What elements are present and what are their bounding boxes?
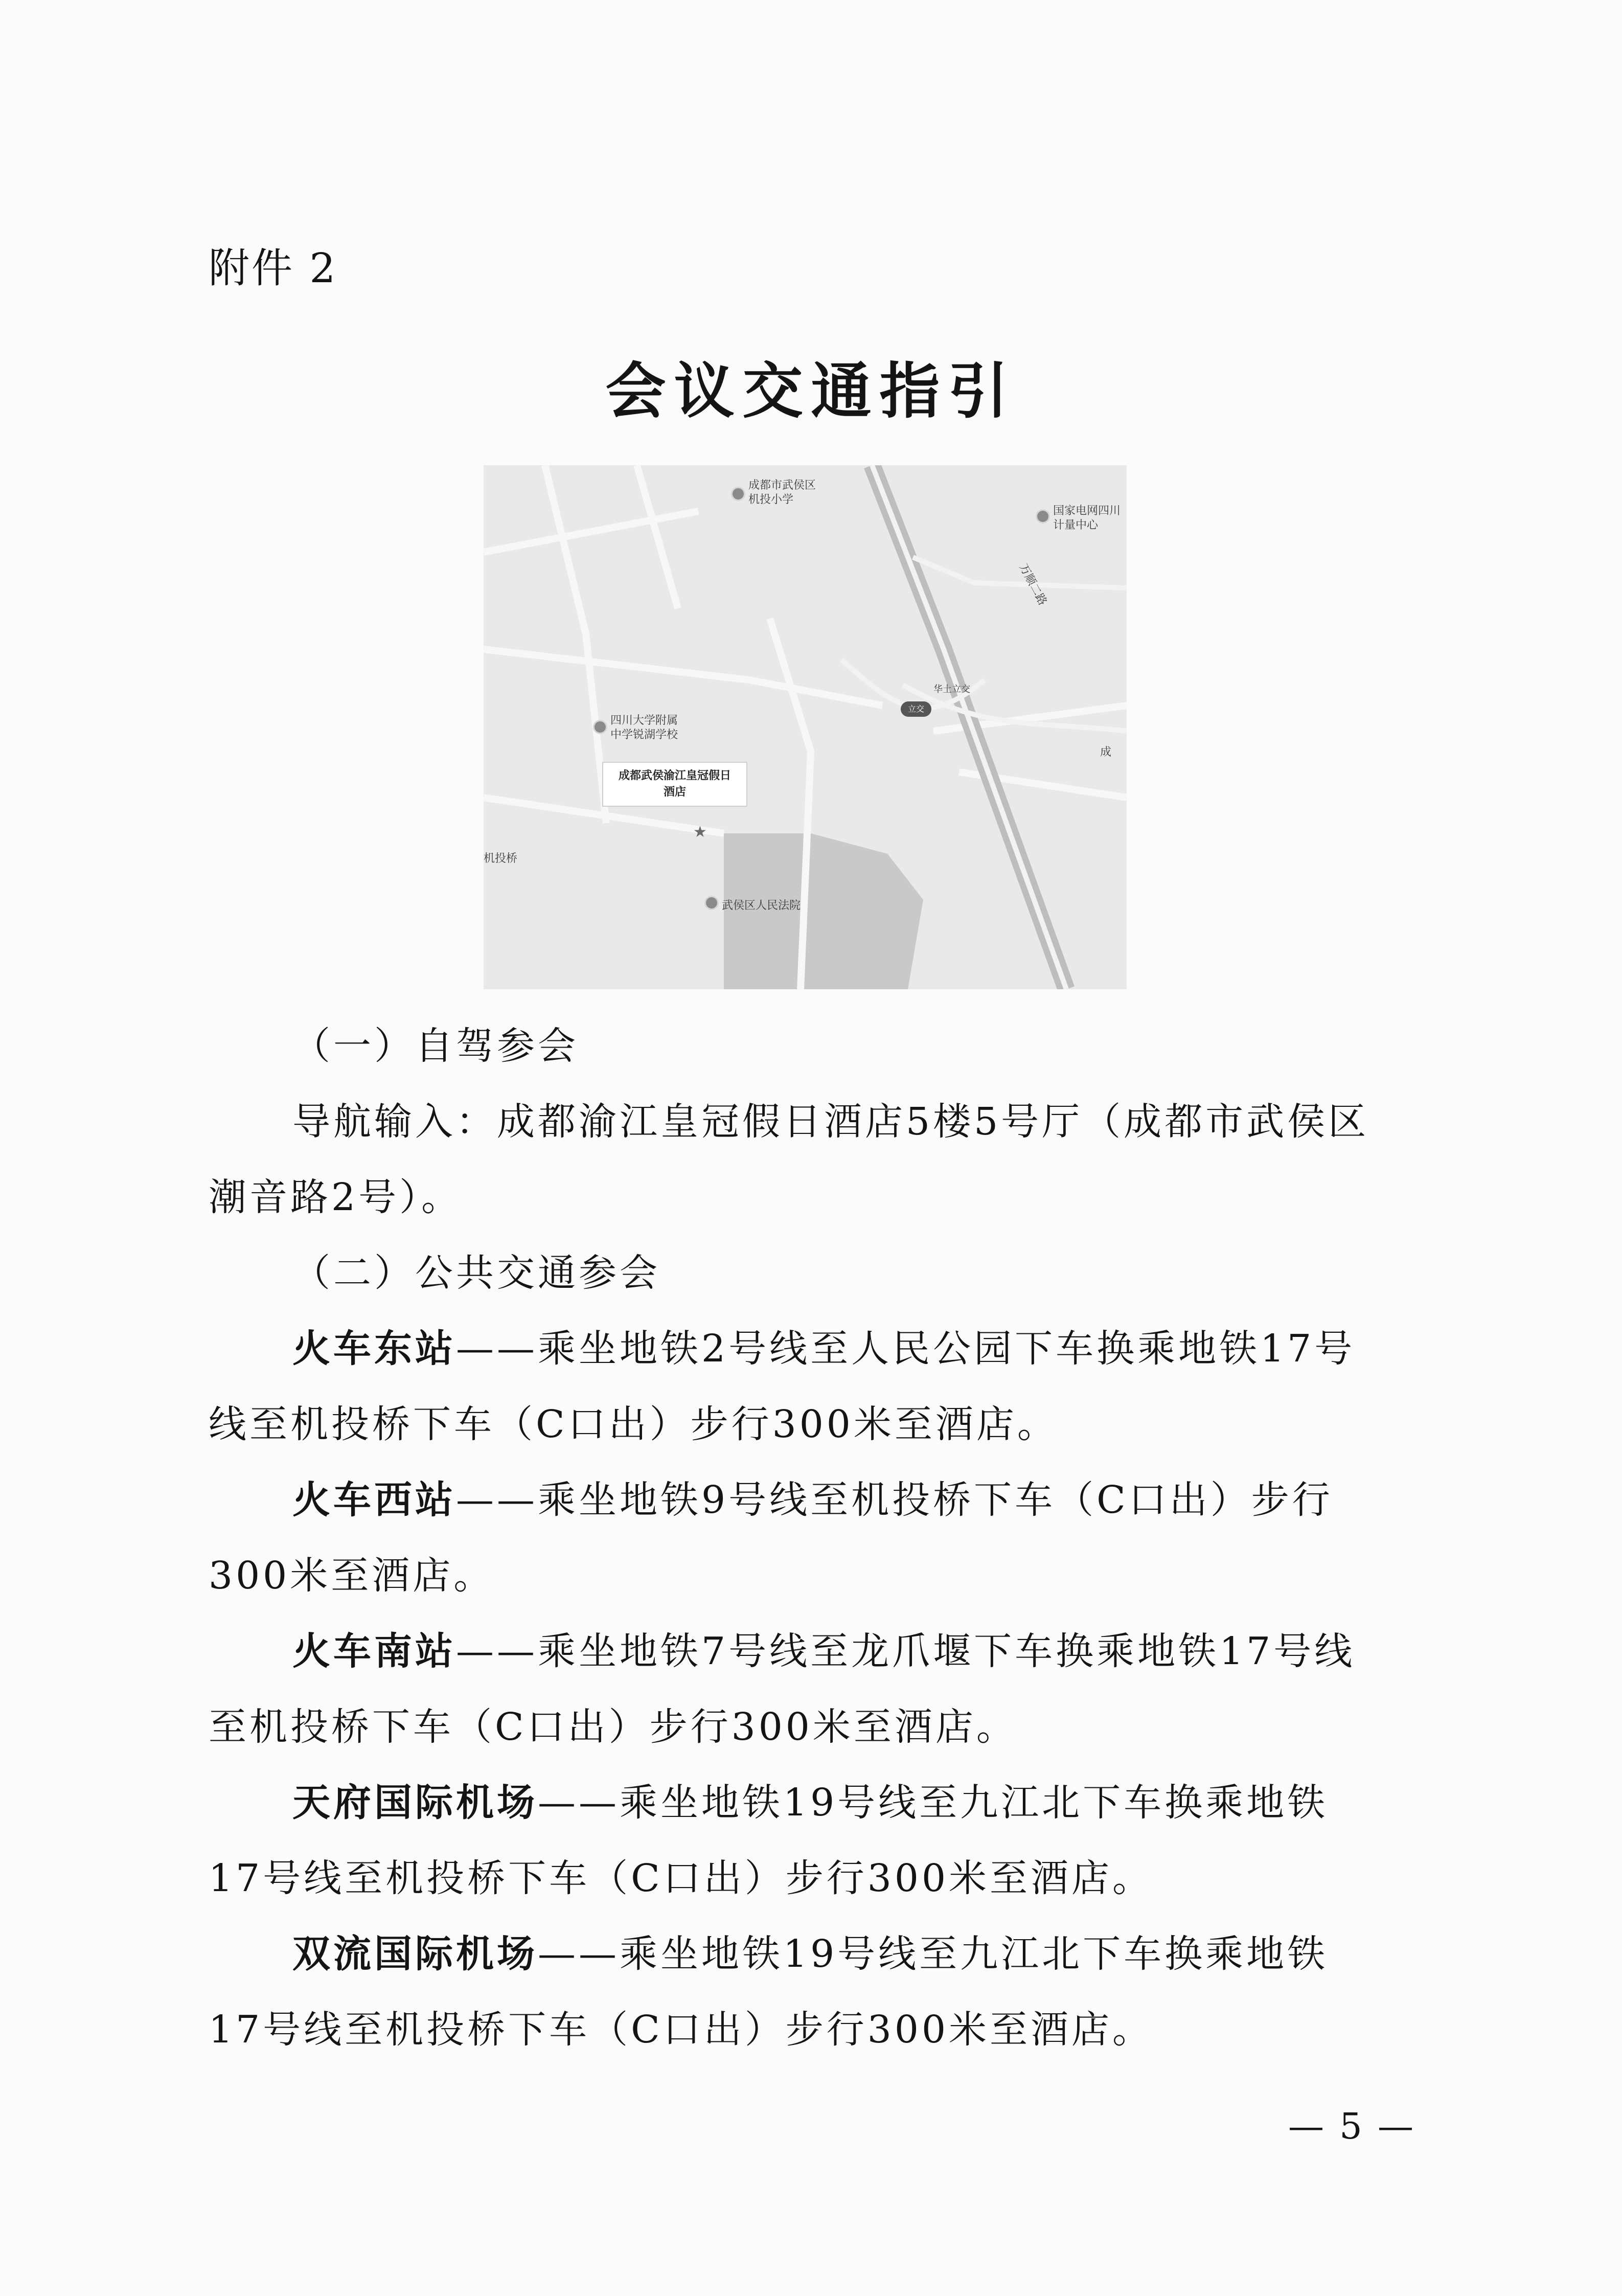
map-label-jitouqiao: 机投桥 [484,852,518,865]
map-label-school-1: 成都市武侯区 机投小学 [748,479,816,506]
map-label-edge: 成 [1100,746,1112,759]
route-line-1: ——乘坐地铁9号线至机投桥下车（C口出）步行 [456,1478,1333,1522]
attachment-label: 附件 2 [209,244,338,292]
map-label-school-2: 四川大学附属 中学锐湖学校 [610,714,678,741]
location-map [484,465,1127,989]
map-label-state-grid: 国家电网四川 计量中心 [1053,505,1121,532]
route-item [209,1311,1402,1462]
nav-line-1: 导航输入：成都渝江皇冠假日酒店5楼5号厅（成都市武侯区 [292,1100,1369,1144]
route-line-2: 至机投桥下车（C口出）步行300米至酒店。 [209,1705,1017,1749]
map-label-court: 武侯区人民法院 [722,899,801,912]
route-line-1: ——乘坐地铁19号线至九江北下车换乘地铁 [538,1932,1329,1976]
route-name: 天府国际机场 [292,1781,538,1825]
self-drive-heading: （一）自驾参会 [292,1024,579,1068]
hotel-star-icon: ★ [693,823,707,841]
route-name: 双流国际机场 [292,1932,538,1976]
nav-line-2: 潮音路2号）。 [209,1175,463,1219]
route-line-1: ——乘坐地铁7号线至龙爪堰下车换乘地铁17号线 [456,1629,1356,1673]
route-item [209,1613,1402,1765]
route-line-2: 300米至酒店。 [209,1554,495,1598]
route-line-1: ——乘坐地铁19号线至九江北下车换乘地铁 [538,1781,1329,1825]
court-marker-icon [704,896,719,910]
route-item [209,1462,1402,1613]
route-item [209,1765,1402,1916]
route-name: 火车东站 [292,1327,456,1371]
navigation-paragraph [209,1084,1402,1235]
school-marker-icon-2 [593,720,607,734]
public-transit-heading: （二）公共交通参会 [292,1251,660,1295]
route-line-1: ——乘坐地铁2号线至人民公园下车换乘地铁17号 [456,1327,1356,1371]
route-item [209,1916,1402,2067]
page-title: 会议交通指引 [605,356,1017,426]
road-badge-icon: 立交 [901,701,931,717]
map-roads [484,465,1127,989]
route-line-2: 17号线至机投桥下车（C口出）步行300米至酒店。 [209,2008,1154,2052]
page-number: — 5 — [1288,2105,1416,2147]
hotel-callout: 成都武侯渝江皇冠假日 酒店 [602,762,747,807]
route-line-2: 线至机投桥下车（C口出）步行300米至酒店。 [209,1402,1058,1446]
route-name: 火车西站 [292,1478,456,1522]
map-label-road: 万顺二路 [1016,561,1049,608]
map-label-interchange: 华土立交 [933,684,970,695]
route-line-2: 17号线至机投桥下车（C口出）步行300米至酒店。 [209,1856,1154,1900]
route-name: 火车南站 [292,1629,456,1673]
facility-marker-icon [1036,509,1050,524]
school-marker-icon [731,487,745,501]
